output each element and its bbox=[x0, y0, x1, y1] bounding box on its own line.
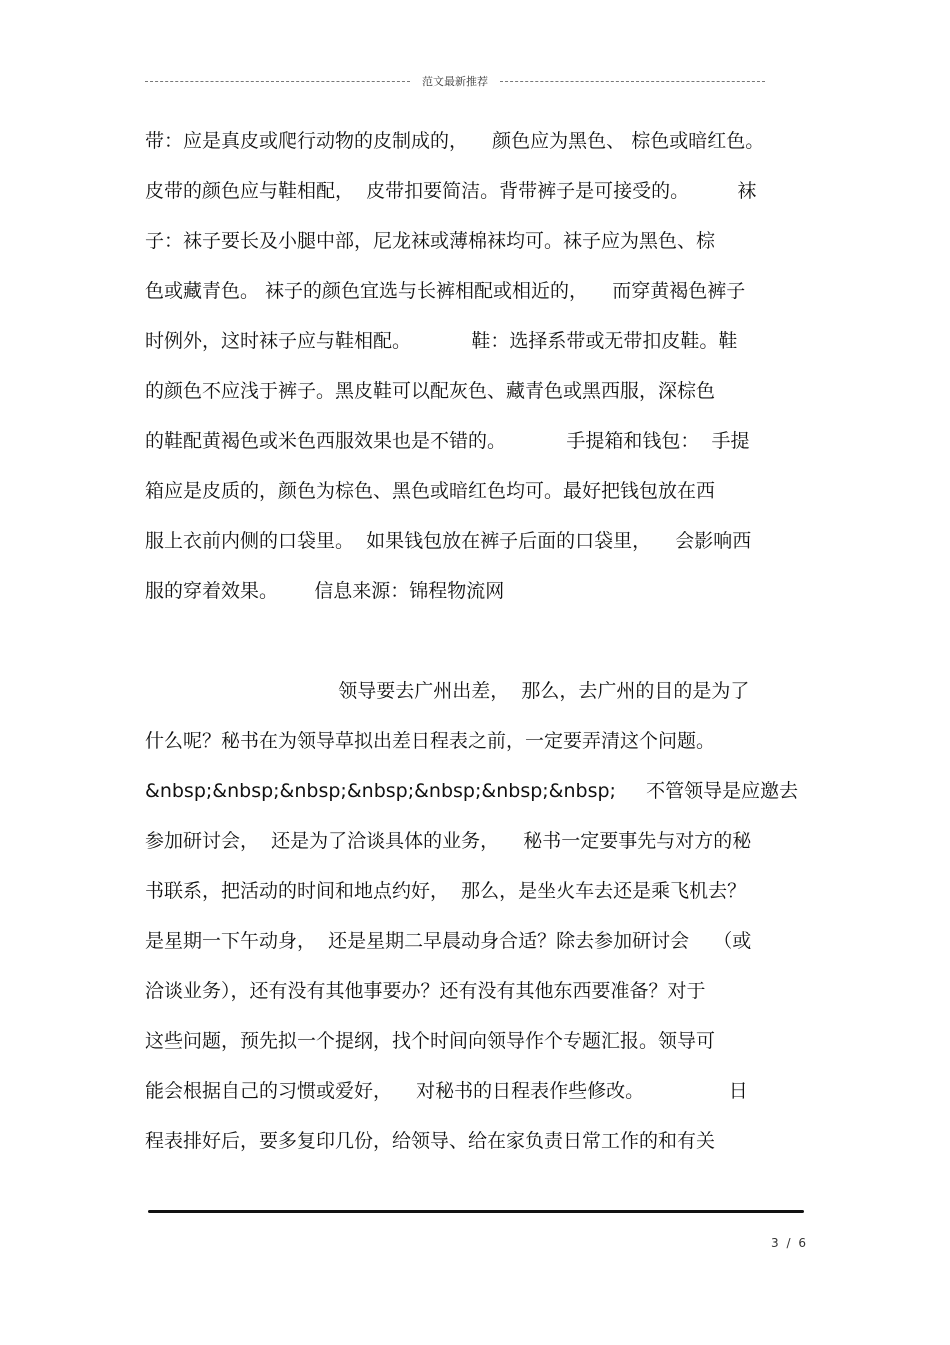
text-line: 皮带的颜色应与鞋相配， 皮带扣要简洁。背带裤子是可接受的。 袜 bbox=[145, 180, 757, 202]
paragraph-business-trip bbox=[145, 666, 805, 1166]
footer-rule bbox=[148, 1210, 804, 1213]
text-line: 这些问题，预先拟一个提纲，找个时间向领导作个专题汇报。领导可 bbox=[145, 1030, 716, 1052]
text-line: &nbsp;&nbsp;&nbsp;&nbsp;&nbsp;&nbsp;&nbsp; 不管领导是应邀去 bbox=[145, 780, 799, 802]
text-line: 色或藏青色。 袜子的颜色宜选与长裤相配或相近的， 而穿黄褐色裤子 bbox=[145, 280, 746, 302]
text-line: 的颜色不应浅于裤子。黑皮鞋可以配灰色、藏青色或黑西服，深棕色 bbox=[145, 380, 716, 402]
text-line: 什么呢？秘书在为领导草拟出差日程表之前，一定要弄清这个问题。 bbox=[145, 730, 716, 752]
header-rule-right bbox=[500, 81, 765, 82]
text-line: 带：应是真皮或爬行动物的皮制成的， 颜色应为黑色、 棕色或暗红色。 bbox=[145, 130, 765, 152]
text-line: 领导要去广州出差， 那么，去广州的目的是为了 bbox=[145, 680, 750, 702]
header-rule-left bbox=[145, 81, 410, 82]
text-line: 参加研讨会， 还是为了洽谈具体的业务， 秘书一定要事先与对方的秘 bbox=[145, 830, 752, 852]
text-line: 洽谈业务），还有没有其他事要办？还有没有其他东西要准备？对于 bbox=[145, 980, 706, 1002]
text-line: 的鞋配黄褐色或米色西服效果也是不错的。 手提箱和钱包： 手提 bbox=[145, 430, 750, 452]
page-header bbox=[145, 72, 765, 90]
text-line: 书联系，把活动的时间和地点约好， 那么，是坐火车去还是乘飞机去？ bbox=[145, 880, 747, 902]
text-line: 子：袜子要长及小腿中部，尼龙袜或薄棉袜均可。袜子应为黑色、棕 bbox=[145, 230, 716, 252]
text-line: 服上衣前内侧的口袋里。 如果钱包放在裤子后面的口袋里， 会影响西 bbox=[145, 530, 752, 552]
text-line: 箱应是皮质的，颜色为棕色、黑色或暗红色均可。最好把钱包放在西 bbox=[145, 480, 716, 502]
text-line: 服的穿着效果。 信息来源：锦程物流网 bbox=[145, 580, 505, 602]
header-title: 范文最新推荐 bbox=[422, 75, 488, 88]
text-line: 时例外，这时袜子应与鞋相配。 鞋：选择系带或无带扣皮鞋。鞋 bbox=[145, 330, 738, 352]
page-number: 3 / 6 bbox=[771, 1236, 808, 1250]
text-line: 能会根据自己的习惯或爱好， 对秘书的日程表作些修改。 日 bbox=[145, 1080, 748, 1102]
text-line: 程表排好后，要多复印几份，给领导、给在家负责日常工作的和有关 bbox=[145, 1130, 716, 1152]
paragraph-dress-code bbox=[145, 116, 805, 616]
text-line: 是星期一下午动身， 还是星期二早晨动身合适？除去参加研讨会 （或 bbox=[145, 930, 752, 952]
